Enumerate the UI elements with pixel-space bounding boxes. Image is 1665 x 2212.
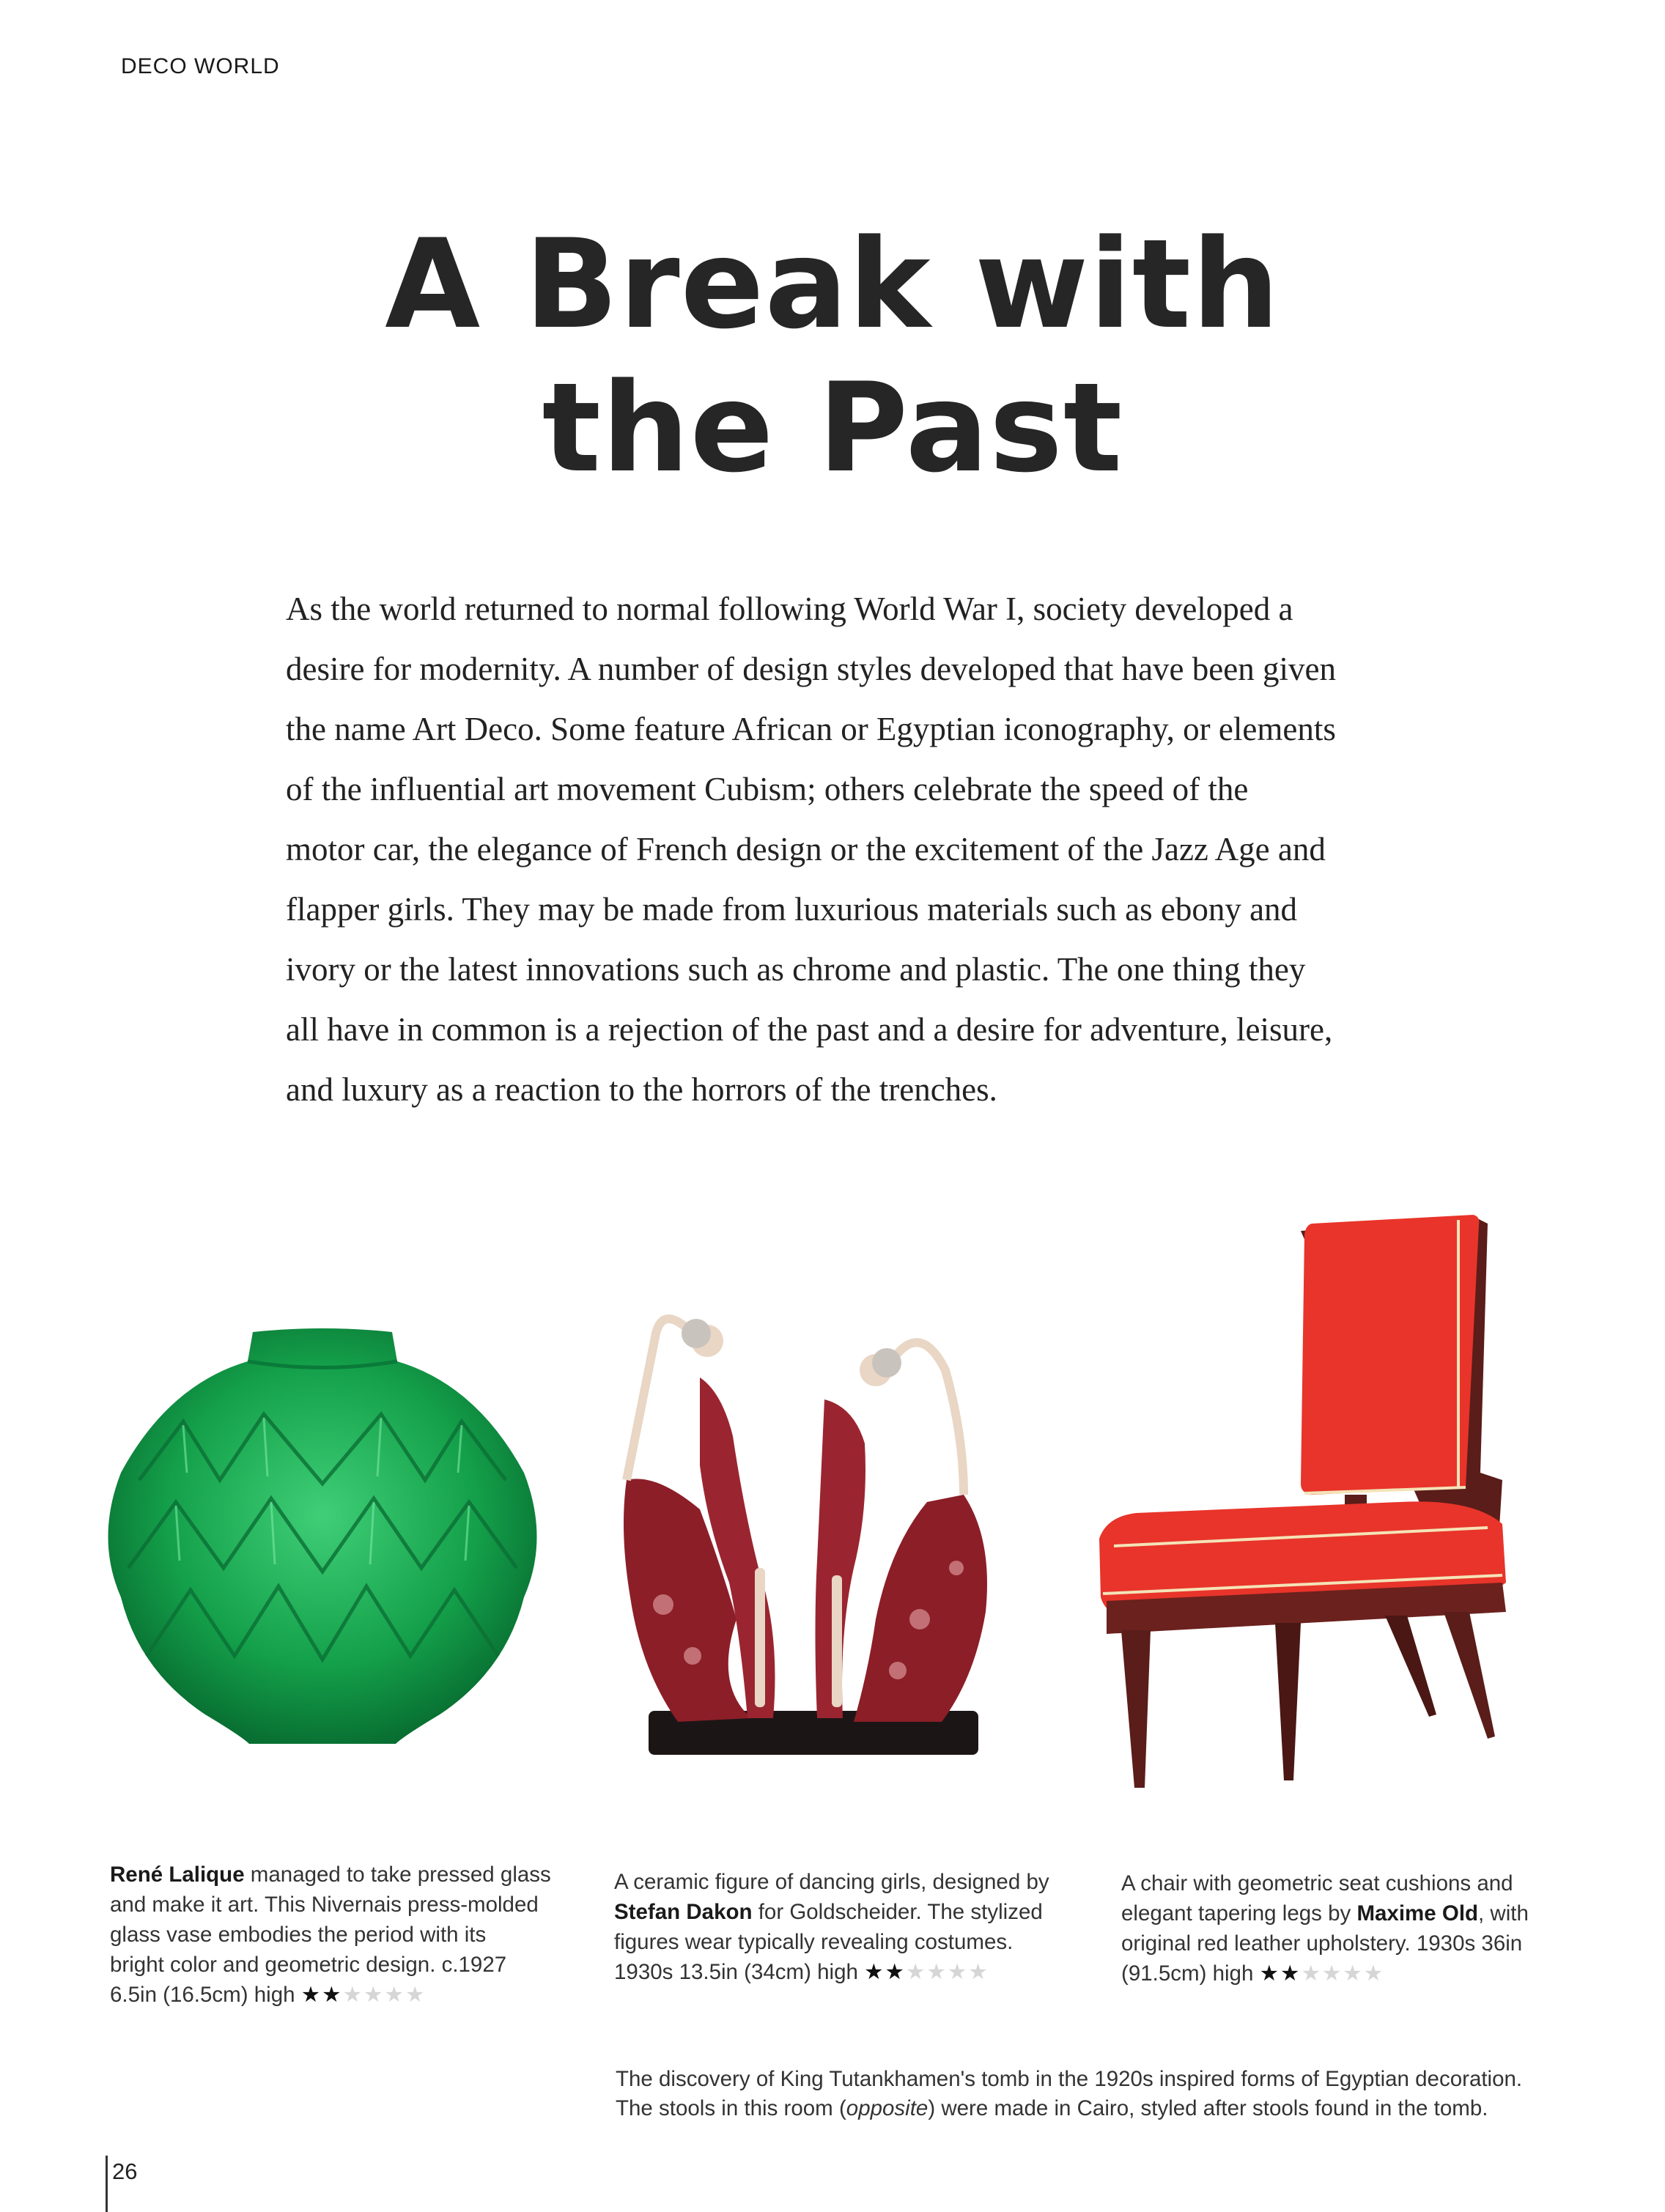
intro-line: of the influential art movement Cubism; others celebrate the speed of the [286,771,1249,807]
figure-caption-text: for Goldscheider. The stylized [752,1900,1043,1924]
chair-caption [1121,1868,1620,1989]
intro-line: the name Art Deco. Some feature African or Egyptian iconography, or elements [286,711,1336,747]
note-text: ) were made in Cairo, styled after stools found in the tomb. [928,2096,1488,2120]
vase-caption [110,1860,586,2010]
intro-paragraph [286,579,1414,1120]
note-line: The discovery of King Tutankhamen's tomb in the 1920s inspired forms of Egyptian decoration. [616,2067,1523,2091]
intro-line: flapper girls. They may be made from luxurious materials such as ebony and [286,891,1298,928]
rating-stars-empty: ★★★★ [906,1960,989,1984]
rating-stars-filled: ★★ [300,1983,343,2007]
dancers-illustration [612,1290,1011,1758]
page-number-rule [106,2156,108,2212]
lalique-vase-image [95,1304,550,1758]
old-chair-image [1092,1202,1576,1795]
vase-caption-line: glass vase embodies the period with its [110,1923,487,1947]
rating-stars-empty: ★★★★ [1301,1961,1385,1986]
chair-caption-dimensions: (91.5cm) high [1121,1961,1254,1986]
page-number: 26 [112,2159,138,2184]
vase-caption-text: managed to take pressed glass [244,1863,551,1887]
chair-maker: Maxime Old [1356,1901,1479,1926]
section-label: DECO WORLD [121,54,280,78]
chair-caption-line: original red leather upholstery. 1930s 36in [1121,1931,1523,1956]
tutankhamen-note [616,2065,1568,2123]
figure-caption-line: figures wear typically revealing costumes. [614,1930,1014,1954]
note-emphasis: opposite [846,2096,929,2120]
figure-maker: Stefan Dakon [614,1900,753,1924]
intro-line: and luxury as a reaction to the horrors of the trenches. [286,1071,997,1108]
rating-stars-empty: ★★★★ [342,1983,427,2007]
chair-illustration [1092,1202,1576,1795]
intro-line: ivory or the latest innovations such as chrome and plastic. The one thing they [286,951,1306,988]
intro-line: desire for modernity. A number of design styles developed that have been given [286,651,1336,687]
vase-maker: René Lalique [110,1863,245,1887]
intro-line: all have in common is a rejection of the past and a desire for adventure, leisure, [286,1011,1333,1048]
chair-caption-text: , with [1478,1901,1529,1926]
intro-line: As the world returned to normal following World War I, society developed a [286,591,1293,627]
rating-stars-filled: ★★ [864,1960,907,1984]
rating-stars-filled: ★★ [1259,1961,1302,1986]
dakon-figure-image [612,1290,1011,1758]
intro-line: motor car, the elegance of French design or the excitement of the Jazz Age and [286,831,1326,868]
note-text: The stools in this room ( [616,2096,846,2120]
chair-caption-line: A chair with geometric seat cushions and [1121,1871,1513,1895]
vase-caption-line: bright color and geometric design. c.1927 [110,1953,507,1977]
title-line-2: the Past [542,356,1123,500]
title-line-1: A Break with [385,212,1280,356]
page-title [0,212,1665,500]
figure-caption [614,1867,1090,1987]
figure-caption-line: A ceramic figure of dancing girls, designed by [614,1870,1049,1894]
vase-caption-line: and make it art. This Nivernais press-molded [110,1893,539,1917]
vase-illustration [95,1304,550,1758]
vase-caption-dimensions: 6.5in (16.5cm) high [110,1983,295,2007]
figure-caption-dimensions: 1930s 13.5in (34cm) high [614,1960,858,1984]
chair-caption-text: elegant tapering legs by [1121,1901,1357,1926]
